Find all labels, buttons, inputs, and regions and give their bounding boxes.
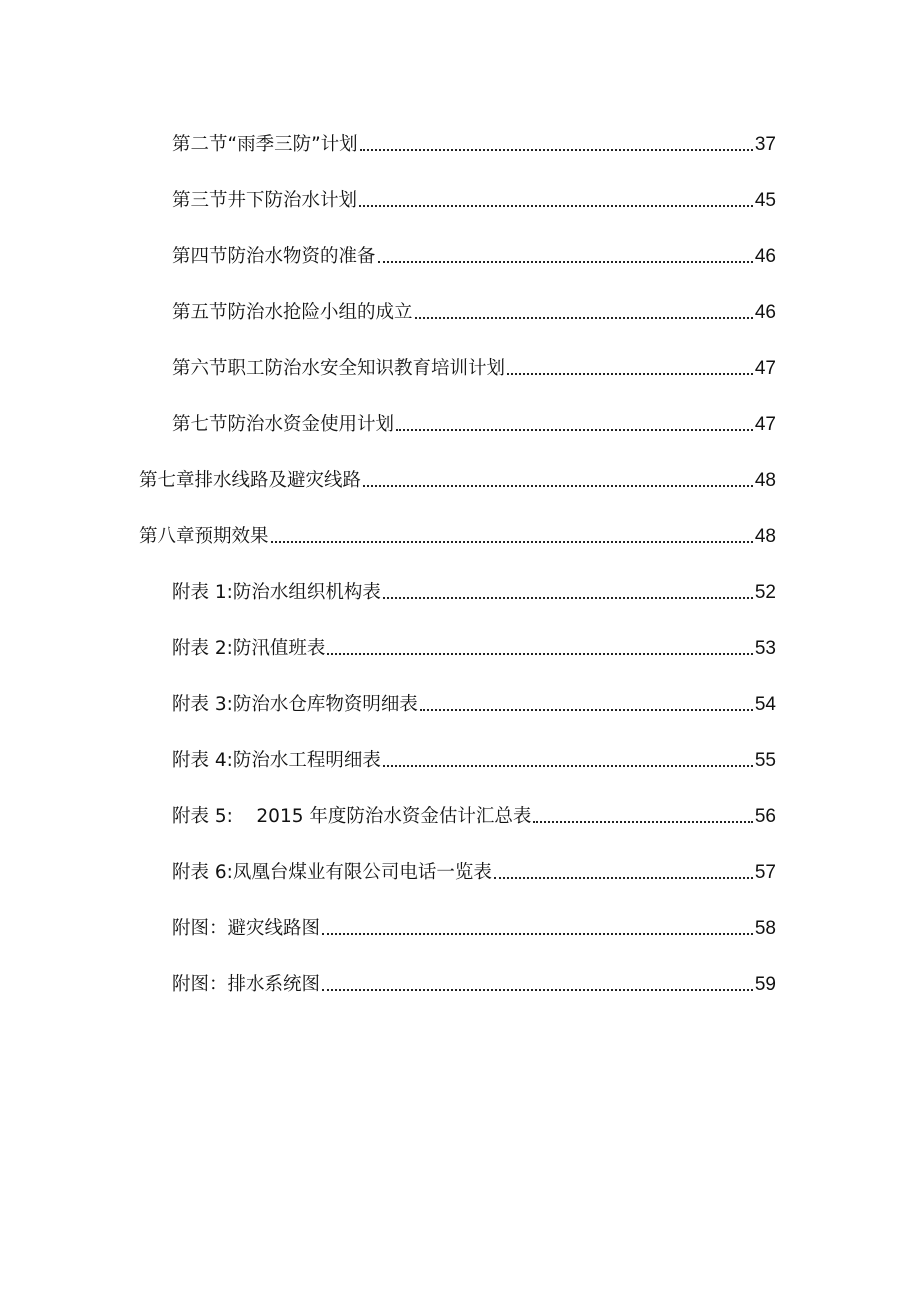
toc-entry-page: 47: [754, 414, 776, 435]
toc-entry-page: 56: [754, 806, 776, 827]
toc-dot-leader: [396, 429, 753, 431]
toc-entry-title: 附图：避灾线路图: [172, 917, 321, 939]
toc-entry-page: 46: [754, 246, 776, 267]
toc-entry-page: 52: [754, 582, 776, 603]
toc-entry-title: 第七章排水线路及避灾线路: [139, 469, 362, 491]
toc-entry[interactable]: [139, 514, 776, 546]
toc-entry[interactable]: [172, 234, 776, 266]
toc-entry[interactable]: [172, 178, 776, 210]
toc-entry[interactable]: [172, 794, 776, 826]
toc-entry[interactable]: [172, 962, 776, 994]
toc-entry-page: 47: [754, 358, 776, 379]
toc-dot-leader: [494, 877, 753, 879]
toc-entry-page: 53: [754, 638, 776, 659]
toc-entry[interactable]: [172, 850, 776, 882]
toc-entry-title: 附表 6:凤凰台煤业有限公司电话一览表: [172, 861, 492, 883]
toc-entry[interactable]: [172, 402, 776, 434]
toc-entry-title: 第五节防治水抢险小组的成立: [172, 301, 413, 323]
toc-entry-title: 附表 3:防治水仓库物资明细表: [172, 693, 418, 715]
toc-entry-title: 第四节防治水物资的准备: [172, 245, 376, 267]
toc-dot-leader: [322, 989, 753, 991]
toc-dot-leader: [383, 597, 753, 599]
toc-entry-title: 附表 1:防治水组织机构表: [172, 581, 381, 603]
toc-dot-leader: [415, 317, 753, 319]
toc-dot-leader: [507, 373, 753, 375]
toc-entry-title: 第三节井下防治水计划: [172, 189, 358, 211]
toc-entry[interactable]: [172, 290, 776, 322]
toc-entry-page: 37: [754, 134, 776, 155]
toc-entry-page: 58: [754, 918, 776, 939]
toc-entry-title: 第六节职工防治水安全知识教育培训计划: [172, 357, 506, 379]
toc-entry[interactable]: [172, 346, 776, 378]
toc-dot-leader: [363, 485, 753, 487]
toc-entry-title: 第八章预期效果: [139, 525, 269, 547]
toc-dot-leader: [359, 205, 753, 207]
toc-dot-leader: [533, 821, 752, 823]
toc-entry-title: 附表 5: 2015 年度防治水资金估计汇总表: [172, 805, 532, 827]
toc-dot-leader: [378, 261, 753, 263]
toc-entry-title: 附图：排水系统图: [172, 973, 321, 995]
toc-entry-title: 第二节“雨季三防”计划: [172, 133, 358, 155]
toc-entry[interactable]: [172, 906, 776, 938]
toc-entry[interactable]: [172, 570, 776, 602]
toc-entry-title: 附表 4:防治水工程明细表: [172, 749, 381, 771]
toc-dot-leader: [327, 653, 752, 655]
toc-dot-leader: [271, 541, 753, 543]
toc-entry-page: 48: [754, 526, 776, 547]
toc-dot-leader: [322, 933, 753, 935]
toc-entry[interactable]: [172, 738, 776, 770]
toc-dot-leader: [383, 765, 753, 767]
toc-dot-leader: [360, 149, 753, 151]
toc-entry-page: 45: [754, 190, 776, 211]
toc-entry[interactable]: [139, 458, 776, 490]
toc-dot-leader: [420, 709, 753, 711]
toc-entry-title: 附表 2:防汛值班表: [172, 637, 326, 659]
toc-entry[interactable]: [172, 122, 776, 154]
toc-entry-page: 46: [754, 302, 776, 323]
toc-entry-title: 第七节防治水资金使用计划: [172, 413, 395, 435]
toc-entry-page: 59: [754, 974, 776, 995]
toc-entry[interactable]: [172, 682, 776, 714]
toc-entry[interactable]: [172, 626, 776, 658]
toc-entry-page: 54: [754, 694, 776, 715]
toc-entry-page: 57: [754, 862, 776, 883]
toc-entry-page: 48: [754, 470, 776, 491]
toc-entry-page: 55: [754, 750, 776, 771]
